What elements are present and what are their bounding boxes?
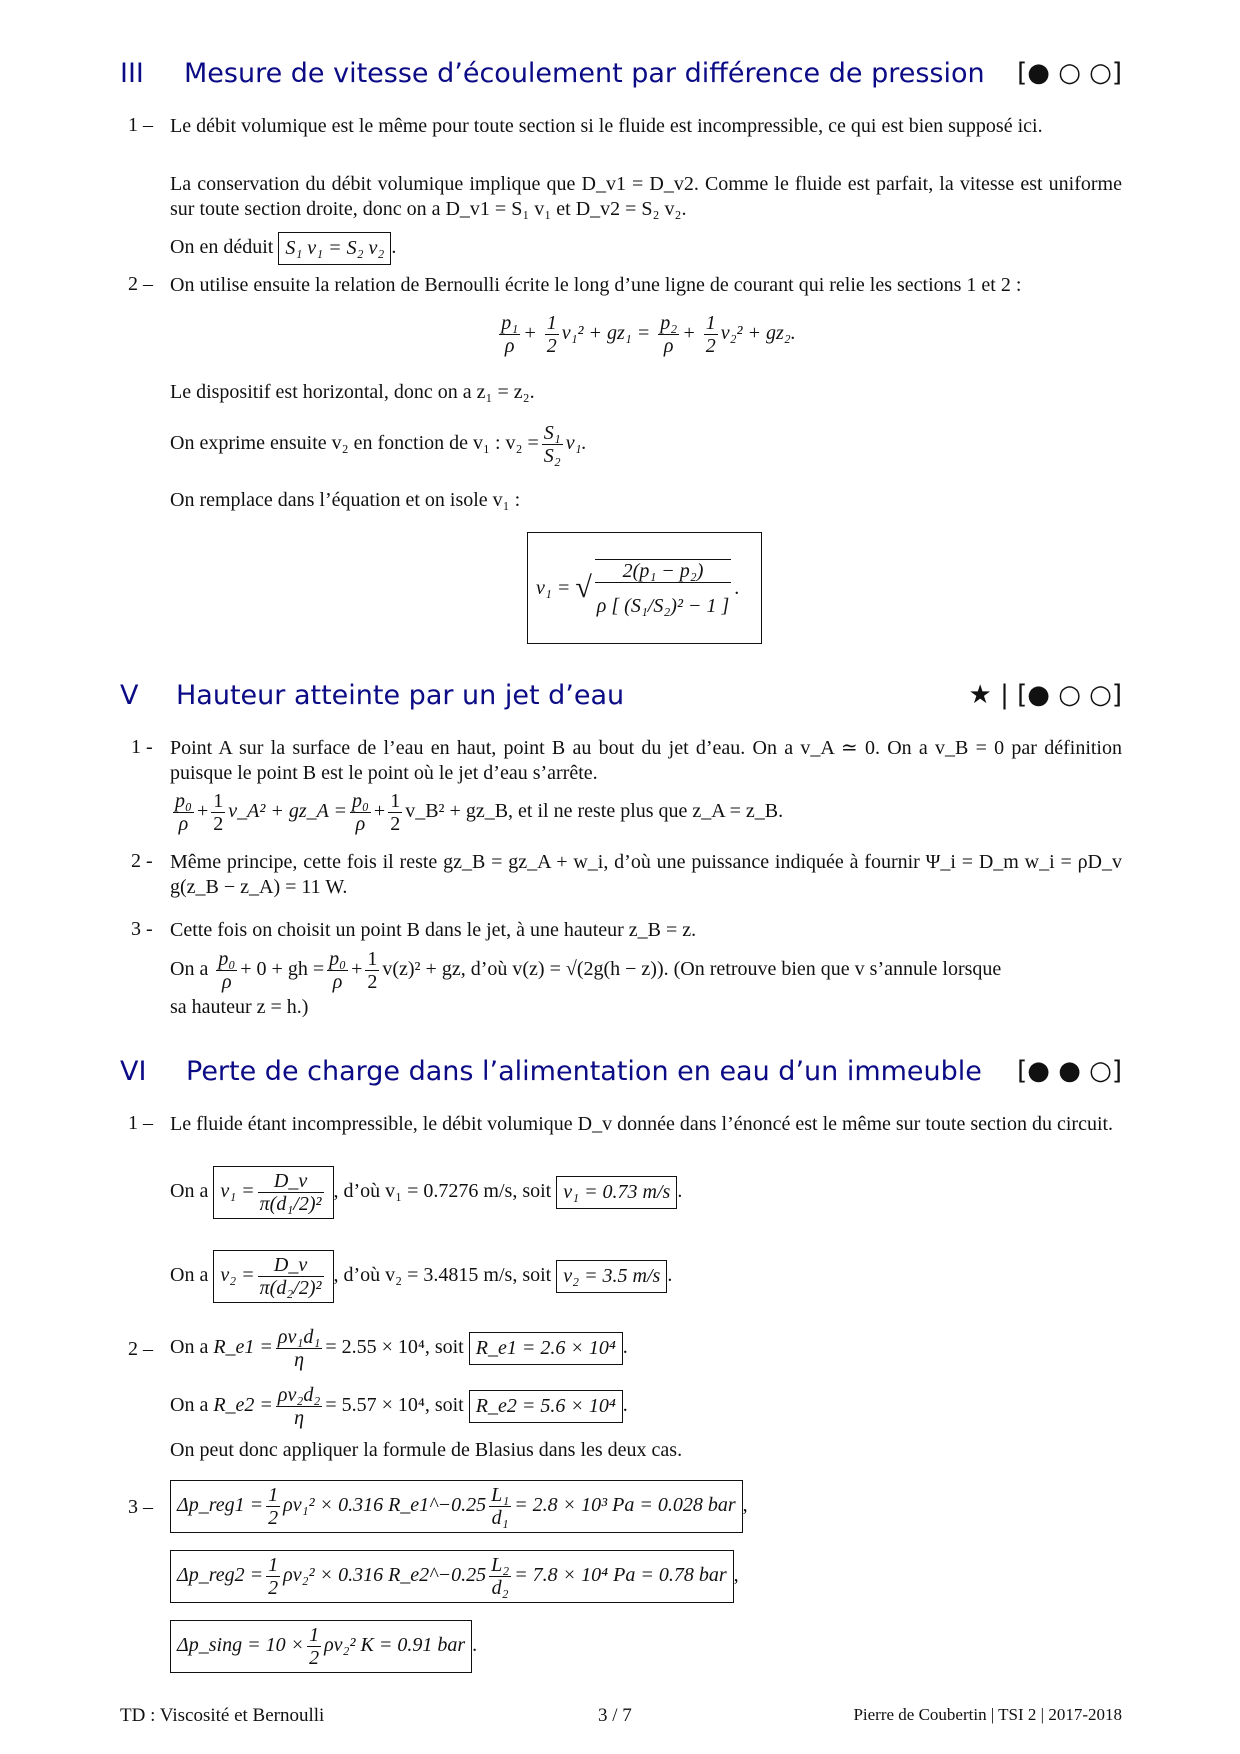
paragraph: La conservation du débit volumique implique que D_v1 = D_v2. Comme le fluide est parfait, la vitesse est uniforme sur toute section droite, donc on a D_v1 = S₁ v₁ et D_v2 = S₂ v₂. — [170, 173, 1122, 220]
boxed-result: S₁ v₁ = S₂ v₂ — [278, 232, 391, 265]
paragraph: sa hauteur z = h.) — [170, 996, 309, 1018]
dp-reg2: Δp_reg2 = $\frac{1}{2}$ ρv₂² × 0.316 R_e2^−0.25 $\frac{\text{L₂}}{\text{d₂}}$ = 7.8 × 10⁴ Pa = 0.78 bar , — [170, 1550, 1122, 1603]
paragraph: On utilise ensuite la relation de Bernoulli écrite le long d’une ligne de courant qui relie les sections 1 et 2 : — [170, 274, 1022, 296]
paragraph: On en déduit S₁ v₁ = S₂ v₂ . — [170, 232, 1122, 265]
bernoulli-equation: $\frac{\text{p₁}}{\rho}$ + $\frac{1}{2}$ v₁² + gz₁ = $\frac{\text{p₂}}{\rho}$ + $\frac{1}{2}$ v₂² + gz₂. — [501, 312, 796, 357]
paragraph: Le dispositif est horizontal, donc on a z₁ = z₂. — [170, 381, 535, 403]
paragraph: Cette fois on choisit un point B dans le jet, à une hauteur z_B = z. — [170, 919, 697, 941]
difficulty-rating: [● ○ ○] — [1017, 58, 1122, 88]
difficulty-rating: [● ● ○] — [1017, 1056, 1122, 1086]
equation: $\frac{\text{p₀}}{\rho}$ + $\frac{1}{2}$ v_A² + gz_A = $\frac{\text{p₀}}{\rho}$ + $\frac{1}{2}$ v_B² + gz_B, et il ne reste plus que z_A = z_B. — [175, 790, 784, 835]
section-number: III — [120, 58, 144, 89]
paragraph: Point A sur la surface de l’eau en haut, point B au bout du jet d’eau. On a v_A ≃ 0. On a v_B = 0 par définition puisque le point B est le point où le jet d’eau s’arrête. — [170, 737, 1122, 784]
re2-result: On a R_e2 = $\frac{\text{ρv₂d₂}}{\eta}$ = 5.57 × 10⁴, soit R_e2 = 5.6 × 10⁴ . — [170, 1384, 628, 1429]
boxed-result-v1: v₁ = √ $\frac{\text{2(p₁ − p₂)}}{\text{ρ [ (S₁/S₂)² − 1 ]}}$ . — [527, 532, 762, 644]
section-title: Perte de charge dans l’alimentation en eau d’un immeuble — [186, 1056, 982, 1087]
question-number: 2 – — [128, 273, 153, 295]
section-title: Hauteur atteinte par un jet d’eau — [176, 680, 625, 711]
paragraph: Le débit volumique est le même pour toute section si le fluide est incompressible, ce qui est bien supposé ici. — [170, 115, 1043, 137]
document-page: III Mesure de vitesse d’écoulement par différence de pression [● ○ ○] 1 – Le débit volumique est le même pour toute section si le fluide est incompressible, ce qui est bien supposé ici. La conservation du débit volumique implique que D_v1 = D_v2. Comme le fluide est parfait, la vitesse est uniforme sur toute section droite, donc on a D_v1 = S₁ v₁ et D_v2 = S₂ v₂. On en déduit S₁ v₁ = S₂ v₂ . 2 – On utilise ensuite la relation de Bernoulli écrite le long d’une ligne de courant qui relie les sections 1 et 2 : $\frac{\text{p₁}}{\rho}$ + $\frac{1}{2}$ v₁² + gz₁ = $\frac{\text{p₂}}{\rho}$ + $\frac{1}{2}$ v₂² + gz₂. Le dispositif est horizontal, donc on a z₁ = z₂. On exprime ensuite v₂ en fonction de v₁ : v₂ = $\frac{\text{S₁}}{\text{S₂}}$ v₁. On remplace dans l’équation et on isole v₁ : v₁ = √ $\frac{\text{2(p₁ − p₂)}}{\text{ρ [ (S₁/S₂)² − 1 ]}}$ . V Hauteur atteinte par un jet d’eau ★ | [● ○ ○] 1 - Point A sur la surface de l’eau en haut, point B au bout du jet d’eau. On a v_A ≃ 0. On a v_B = 0 par définition puisque le point B est le point où le jet d’eau s’arrête. $\frac{\text{p₀}}{\rho}$ + $\frac{1}{2}$ v_A² + gz_A = $\frac{\text{p₀}}{\rho}$ + $\frac{1}{2}$ v_B² + gz_B, et il ne reste plus que z_A = z_B. 2 - Même principe, cette fois il reste gz_B = gz_A + w_i, d’où une puissance indiquée à fournir Ψ_i = D_m w_i = ρD_v g(z_B − z_A) = 11 W. 3 - Cette fois on choisit un point B dans le jet, à une hauteur z_B = z. On a $\frac{\text{p₀}}{\rho}$ + 0 + gh = $\frac{\text{p₀}}{\rho}$ + $\frac{1}{2}$ v(z)² + gz, d’où v(z) = √(2g(h − z)). (On retrouve bien que v s’annule lorsque sa hauteur z = h.) VI Perte de charge dans l’alimentation en eau d’un immeuble [● ● ○] 1 – Le fluide étant incompressible, le débit volumique D_v donnée dans l’énoncé est le même sur toute section du circuit. On a v₁ = $\frac{D\_v}{\text{π(d₁/2)²}}$ , d’où v₁ = 0.7276 m/s, soit v₁ = 0.73 m/s . On a v₂ = $\frac{D\_v}{\text{π(d₂/2)²}}$ , d’où v₂ = 3.4815 m/s, soit v₂ = 3.5 m/s . 2 – On a R_e1 = $\frac{\text{ρv₁d₁}}{\eta}$ = 2.55 × 10⁴, soit R_e1 = 2.6 × 10⁴ . On a R_e2 = $\frac{\text{ρv₂d₂}}{\eta}$ = 5.57 × 10⁴, soit R_e2 = 5.6 × 10⁴ . On peut donc appliquer la formule de Blasius dans les deux cas. 3 – Δp_reg1 = $\frac{1}{2}$ ρv₁² × 0.316 R_e1^−0.25 $\frac{\text{L₁}}{\text{d₁}}$ = 2.8 × 10³ Pa = 0.028 bar , Δp_reg2 = $\frac{1}{2}$ ρv₂² × 0.316 R_e2^−0.25 $\frac{\text{L₂}}{\text{d₂}}$ = 7.8 × 10⁴ Pa = 0.78 bar , Δp_sing = 10 × $\frac{1}{2}$ ρv₂² K = 0.91 bar . TD : Viscosité et Bernoulli 3 / 7 Pierre de Coubertin | TSI 2 | 2017-2018 — [0, 0, 1240, 1754]
dp-reg1: Δp_reg1 = $\frac{1}{2}$ ρv₁² × 0.316 R_e1^−0.25 $\frac{\text{L₁}}{\text{d₁}}$ = 2.8 × 10³ Pa = 0.028 bar , — [170, 1480, 1122, 1533]
section-title: Mesure de vitesse d’écoulement par différence de pression — [184, 58, 985, 89]
footer-info: Pierre de Coubertin | TSI 2 | 2017-2018 — [853, 1705, 1122, 1724]
v2-result: On a v₂ = $\frac{D\_v}{\text{π(d₂/2)²}}$ , d’où v₂ = 3.4815 m/s, soit v₂ = 3.5 m/s . — [170, 1250, 1122, 1303]
footer-title: TD : Viscosité et Bernoulli — [120, 1705, 325, 1726]
paragraph: On exprime ensuite v₂ en fonction de v₁ : v₂ = $\frac{\text{S₁}}{\text{S₂}}$ v₁. — [170, 422, 587, 467]
paragraph: Même principe, cette fois il reste gz_B = gz_A + w_i, d’où une puissance indiquée à fournir Ψ_i = D_m w_i = ρD_v g(z_B − z_A) = 11 W. — [170, 851, 1122, 898]
dp-sing: Δp_sing = 10 × $\frac{1}{2}$ ρv₂² K = 0.91 bar . — [170, 1620, 1122, 1673]
re1-result: On a R_e1 = $\frac{\text{ρv₁d₁}}{\eta}$ = 2.55 × 10⁴, soit R_e1 = 2.6 × 10⁴ . — [170, 1326, 628, 1371]
page-number: 3 / 7 — [598, 1705, 632, 1726]
text: On en déduit — [170, 236, 274, 259]
equation: On a $\frac{\text{p₀}}{\rho}$ + 0 + gh = $\frac{\text{p₀}}{\rho}$ + $\frac{1}{2}$ v(z)² + gz, d’où v(z) = √(2g(h − z)). (On retrouve bien que v s’annule lorsque — [170, 948, 1002, 993]
paragraph: On peut donc appliquer la formule de Blasius dans les deux cas. — [170, 1439, 683, 1461]
v1-result: On a v₁ = $\frac{D\_v}{\text{π(d₁/2)²}}$ , d’où v₁ = 0.7276 m/s, soit v₁ = 0.73 m/s . — [170, 1166, 1122, 1219]
paragraph: On remplace dans l’équation et on isole v₁ : — [170, 489, 521, 511]
question-number: 1 – — [128, 114, 153, 136]
difficulty-rating: ★ | [● ○ ○] — [968, 680, 1122, 710]
paragraph: Le fluide étant incompressible, le débit volumique D_v donnée dans l’énoncé est le même sur toute section du circuit. — [170, 1113, 1114, 1135]
